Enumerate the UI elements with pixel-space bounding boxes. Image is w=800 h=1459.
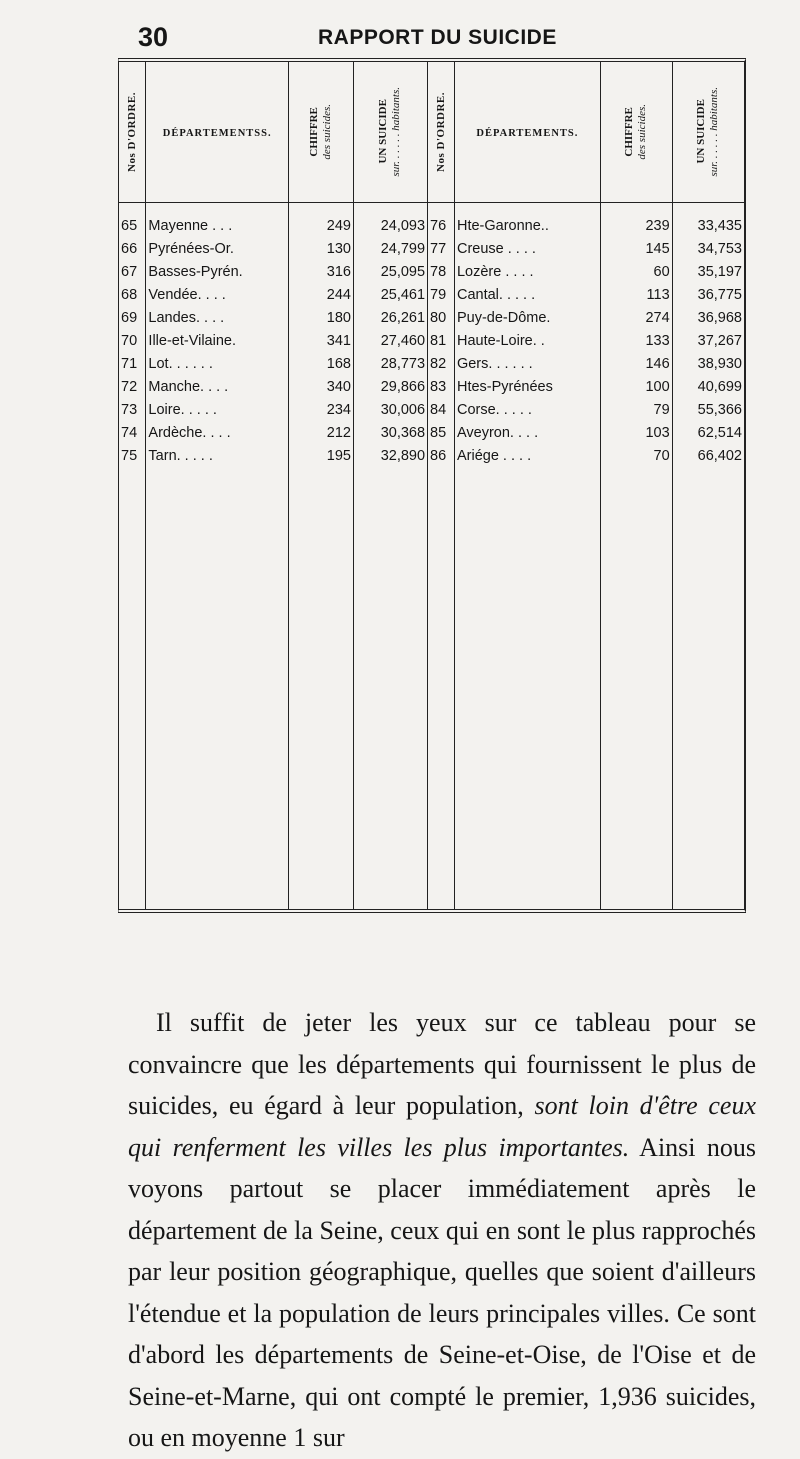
body-paragraph bbox=[128, 1002, 756, 1459]
header-no-ordre-2: Nos D'ORDRE. bbox=[428, 62, 455, 203]
table-row bbox=[119, 284, 744, 307]
table-cell-d1: Loire. . . . . bbox=[146, 399, 289, 422]
table-cell-d2: Gers. . . . . . bbox=[454, 353, 600, 376]
table-spacer-cell bbox=[354, 468, 428, 909]
suicide-table bbox=[118, 58, 746, 913]
header-chiffre: CHIFFRE des suicides. bbox=[288, 62, 353, 203]
table-cell-c2: 70 bbox=[600, 445, 672, 468]
table-body bbox=[119, 203, 744, 910]
table-cell-c2: 79 bbox=[600, 399, 672, 422]
table-cell-d1: Tarn. . . . . bbox=[146, 445, 289, 468]
table-cell-n1: 68 bbox=[121, 287, 138, 303]
table-cell-c1: 195 bbox=[288, 445, 353, 468]
table-row bbox=[119, 238, 744, 261]
table-cell-n1: 65 bbox=[121, 218, 138, 234]
table-header-row bbox=[119, 62, 744, 203]
table-cell-c1: 244 bbox=[288, 284, 353, 307]
table-cell-s2: 62,514 bbox=[672, 422, 744, 445]
table-cell-d1: Landes. . . . bbox=[146, 307, 289, 330]
table-cell-s2: 34,753 bbox=[672, 238, 744, 261]
table-spacer-cell bbox=[119, 468, 146, 909]
table-cell-c2: 133 bbox=[600, 330, 672, 353]
table-row bbox=[119, 445, 744, 468]
table-cell-d2: Puy-de-Dôme. bbox=[454, 307, 600, 330]
table-cell-s2: 36,968 bbox=[672, 307, 744, 330]
table-cell-d1: Lot. . . . . . bbox=[146, 353, 289, 376]
table-cell-s1: 32,890 bbox=[354, 445, 428, 468]
table-cell-n2: 84 bbox=[428, 399, 455, 422]
table-cell-c1: 168 bbox=[288, 353, 353, 376]
table-row bbox=[119, 203, 744, 239]
paragraph-part-1: Il suffit de jeter les yeux sur ce tableau pour se convaincre que les départements qui fournissent le plus de suicides, eu égard à leur population, bbox=[128, 1008, 756, 1120]
table-cell-n1: 69 bbox=[121, 310, 138, 326]
table-cell-n2: 81 bbox=[428, 330, 455, 353]
table-cell-c2: 146 bbox=[600, 353, 672, 376]
header-departements: DÉPARTEMENTSS. bbox=[146, 62, 289, 203]
table-cell-c2: 145 bbox=[600, 238, 672, 261]
table-cell-s1: 27,460 bbox=[354, 330, 428, 353]
table-cell-c1: 341 bbox=[288, 330, 353, 353]
table-cell-s1: 24,093 bbox=[354, 203, 428, 239]
table-cell-d1: Manche. . . . bbox=[146, 376, 289, 399]
table-spacer-row bbox=[119, 468, 744, 909]
paragraph-part-2: Ainsi nous voyons partout se placer immédiatement après le département de la Seine, ceux qui en sont le plus rapprochés par leur position géographique, quelles que soient d'ailleurs l'étendue et la population de leurs principales villes. Ce sont d'abord les départements de Seine-et-Oise, de l'Oise et de Seine-et-Marne, qui ont compté le premier, 1,936 suicides, ou en moyenne 1 sur bbox=[128, 1132, 756, 1452]
table-row bbox=[119, 422, 744, 445]
table-cell-n2: 79 bbox=[428, 284, 455, 307]
running-title: RAPPORT DU SUICIDE bbox=[318, 26, 557, 49]
table-cell-n1: 67 bbox=[121, 264, 138, 280]
table-cell-s2: 66,402 bbox=[672, 445, 744, 468]
paragraph-italic: sont loin d'être ceux qui renferment les villes les plus importantes. bbox=[128, 1091, 756, 1162]
header-departements-2: DÉPARTEMENTS. bbox=[454, 62, 600, 203]
table-cell-n2: 80 bbox=[428, 307, 455, 330]
table-cell-c2: 274 bbox=[600, 307, 672, 330]
table-cell-d1: Ille-et-Vilaine. bbox=[146, 330, 289, 353]
table-cell-d2: Cantal. . . . . bbox=[454, 284, 600, 307]
table-cell-c1: 180 bbox=[288, 307, 353, 330]
header-un-suicide: UN SUICIDE sur. . . . . . habitants. bbox=[354, 62, 428, 203]
table-cell-s2: 36,775 bbox=[672, 284, 744, 307]
header-no-ordre: Nos D'ORDRE. bbox=[119, 62, 146, 203]
header-un-suicide-2: UN SUICIDE sur. . . . . . habitants. bbox=[672, 62, 744, 203]
paragraph-text bbox=[128, 1002, 756, 1459]
table-cell-s2: 33,435 bbox=[672, 203, 744, 239]
page-header bbox=[0, 22, 800, 52]
table-cell-n1: 75 bbox=[121, 448, 138, 464]
table-cell-s1: 30,368 bbox=[354, 422, 428, 445]
table-cell-d1: Ardèche. . . . bbox=[146, 422, 289, 445]
table-cell-c1: 340 bbox=[288, 376, 353, 399]
table-cell-n1: 72 bbox=[121, 379, 138, 395]
table-cell-s2: 37,267 bbox=[672, 330, 744, 353]
table-spacer-cell bbox=[146, 468, 289, 909]
table-cell-s1: 28,773 bbox=[354, 353, 428, 376]
table-row bbox=[119, 353, 744, 376]
table-cell-n2: 83 bbox=[428, 376, 455, 399]
table-cell-s2: 55,366 bbox=[672, 399, 744, 422]
table-row bbox=[119, 399, 744, 422]
page-number: 30 bbox=[138, 22, 169, 52]
table-cell-n1: 66 bbox=[121, 241, 138, 257]
table-cell-c2: 103 bbox=[600, 422, 672, 445]
table-cell-n2: 86 bbox=[428, 445, 455, 468]
table-spacer-cell bbox=[428, 468, 455, 909]
table-cell-c2: 100 bbox=[600, 376, 672, 399]
table-cell-n2: 77 bbox=[428, 238, 455, 261]
table-cell-s1: 25,461 bbox=[354, 284, 428, 307]
table-cell-d1: Mayenne . . . bbox=[146, 203, 289, 239]
table-cell-n1: 71 bbox=[121, 356, 138, 372]
table-cell-s2: 40,699 bbox=[672, 376, 744, 399]
table-cell-s2: 38,930 bbox=[672, 353, 744, 376]
table-cell-s1: 25,095 bbox=[354, 261, 428, 284]
table-cell-d2: Htes-Pyrénées bbox=[454, 376, 600, 399]
table-cell-c2: 113 bbox=[600, 284, 672, 307]
table-cell-d2: Corse. . . . . bbox=[454, 399, 600, 422]
table-row bbox=[119, 261, 744, 284]
table-row bbox=[119, 376, 744, 399]
table-spacer-cell bbox=[600, 468, 672, 909]
table-cell-s1: 26,261 bbox=[354, 307, 428, 330]
table-cell-s2: 35,197 bbox=[672, 261, 744, 284]
data-table bbox=[119, 62, 744, 909]
table-row bbox=[119, 330, 744, 353]
table-cell-c2: 60 bbox=[600, 261, 672, 284]
table-row bbox=[119, 307, 744, 330]
table-cell-n1: 73 bbox=[121, 402, 138, 418]
table-cell-d2: Aveyron. . . . bbox=[454, 422, 600, 445]
table-cell-n2: 76 bbox=[428, 203, 455, 239]
table-cell-c1: 234 bbox=[288, 399, 353, 422]
table-cell-d1: Vendée. . . . bbox=[146, 284, 289, 307]
table-cell-s1: 30,006 bbox=[354, 399, 428, 422]
table-cell-n2: 85 bbox=[428, 422, 455, 445]
table-cell-c1: 212 bbox=[288, 422, 353, 445]
table-spacer-cell bbox=[454, 468, 600, 909]
header-chiffre-2: CHIFFRE des suicides. bbox=[600, 62, 672, 203]
table-cell-n1: 74 bbox=[121, 425, 138, 441]
table-cell-d2: Lozère . . . . bbox=[454, 261, 600, 284]
table-cell-c1: 130 bbox=[288, 238, 353, 261]
table-cell-s1: 29,866 bbox=[354, 376, 428, 399]
table-cell-d2: Creuse . . . . bbox=[454, 238, 600, 261]
table-cell-d2: Haute-Loire. . bbox=[454, 330, 600, 353]
table-cell-d1: Basses-Pyrén. bbox=[146, 261, 289, 284]
table-cell-c1: 249 bbox=[288, 203, 353, 239]
table-cell-n1: 70 bbox=[121, 333, 138, 349]
table-cell-c2: 239 bbox=[600, 203, 672, 239]
table-cell-d2: Ariége . . . . bbox=[454, 445, 600, 468]
table-cell-d2: Hte-Garonne.. bbox=[454, 203, 600, 239]
table-cell-n2: 82 bbox=[428, 353, 455, 376]
table-cell-s1: 24,799 bbox=[354, 238, 428, 261]
table-cell-n2: 78 bbox=[428, 261, 455, 284]
table-spacer-cell bbox=[672, 468, 744, 909]
table-spacer-cell bbox=[288, 468, 353, 909]
table-cell-d1: Pyrénées-Or. bbox=[146, 238, 289, 261]
table-cell-c1: 316 bbox=[288, 261, 353, 284]
